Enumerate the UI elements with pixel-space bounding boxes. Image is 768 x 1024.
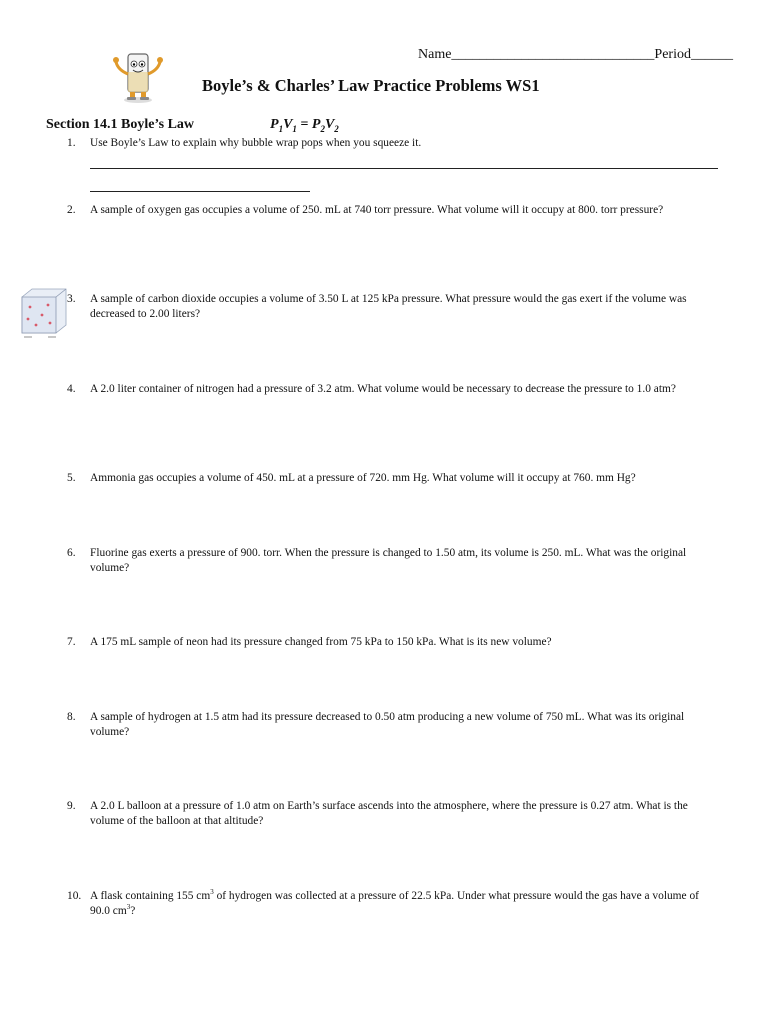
question-5: [67, 471, 717, 486]
question-4: [67, 382, 717, 397]
question-number: 2.: [67, 204, 76, 216]
boyles-law-formula: $P_1V_1 = P_2V_2$: [270, 117, 339, 134]
page-title: Boyle’s & Charles’ Law Practice Problems WS1: [202, 76, 540, 95]
question-1: [67, 136, 717, 151]
section-heading: Section 14.1 Boyle’s Law: [46, 117, 195, 132]
question-number: 9.: [67, 800, 76, 812]
question-text: Ammonia gas occupies a volume of 450. mL at a pressure of 720. mm Hg. What volume will it occupy at 760. mm Hg?: [90, 472, 636, 484]
answer-line[interactable]: [90, 191, 310, 192]
question-number: 6.: [67, 547, 76, 559]
question-text: A sample of oxygen gas occupies a volume of 250. mL at 740 torr pressure. What volume will it occupy at 800. torr pressure?: [90, 204, 664, 216]
question-text: A 175 mL sample of neon had its pressure changed from 75 kPa to 150 kPa. What is its new volume?: [90, 636, 552, 648]
question-text: A flask containing 155 $cm^3$ of hydrogen was collected at a pressure of 22.5 kPa. Under what pressure would the gas have a volume of 90.0 $cm^3$?: [90, 888, 699, 917]
gas-container-cube-icon: [18, 285, 68, 340]
question-9: [67, 799, 717, 829]
question-8: [67, 710, 717, 740]
question-number: 8.: [67, 711, 76, 723]
question-number: 4.: [67, 383, 76, 395]
question-3: [67, 292, 717, 322]
name-period-field: Name_____________________________Period______: [418, 47, 733, 62]
question-10: [67, 889, 717, 919]
question-7: [67, 635, 717, 650]
question-number: 7.: [67, 636, 76, 648]
question-number: 1.: [67, 137, 76, 149]
question-text: A 2.0 L balloon at a pressure of 1.0 atm on Earth’s surface ascends into the atmosphere, where the pressure is 0.27 atm. What is the volume of the balloon at that altitude?: [90, 800, 688, 827]
question-text: A 2.0 liter container of nitrogen had a pressure of 3.2 atm. What volume would be necessary to decrease the pressure to 1.0 atm?: [90, 383, 676, 395]
question-text: Use Boyle’s Law to explain why bubble wrap pops when you squeeze it.: [90, 137, 422, 149]
question-number: 3.: [67, 293, 76, 305]
question-2: [67, 203, 717, 218]
question-text: Fluorine gas exerts a pressure of 900. torr. When the pressure is changed to 1.50 atm, its volume is 250. mL. What was the original volume?: [90, 547, 687, 574]
beaker-mascot-icon: [110, 44, 166, 104]
answer-line[interactable]: [90, 168, 718, 169]
question-6: [67, 546, 717, 576]
question-text: A sample of hydrogen at 1.5 atm had its pressure decreased to 0.50 atm producing a new volume of 750 mL. What was its original volume?: [90, 711, 685, 738]
question-text: A sample of carbon dioxide occupies a volume of 3.50 L at 125 kPa pressure. What pressure would the gas exert if the volume was decreased to 2.00 liters?: [90, 293, 687, 320]
question-number: 5.: [67, 472, 76, 484]
question-number: 10.: [67, 890, 82, 902]
